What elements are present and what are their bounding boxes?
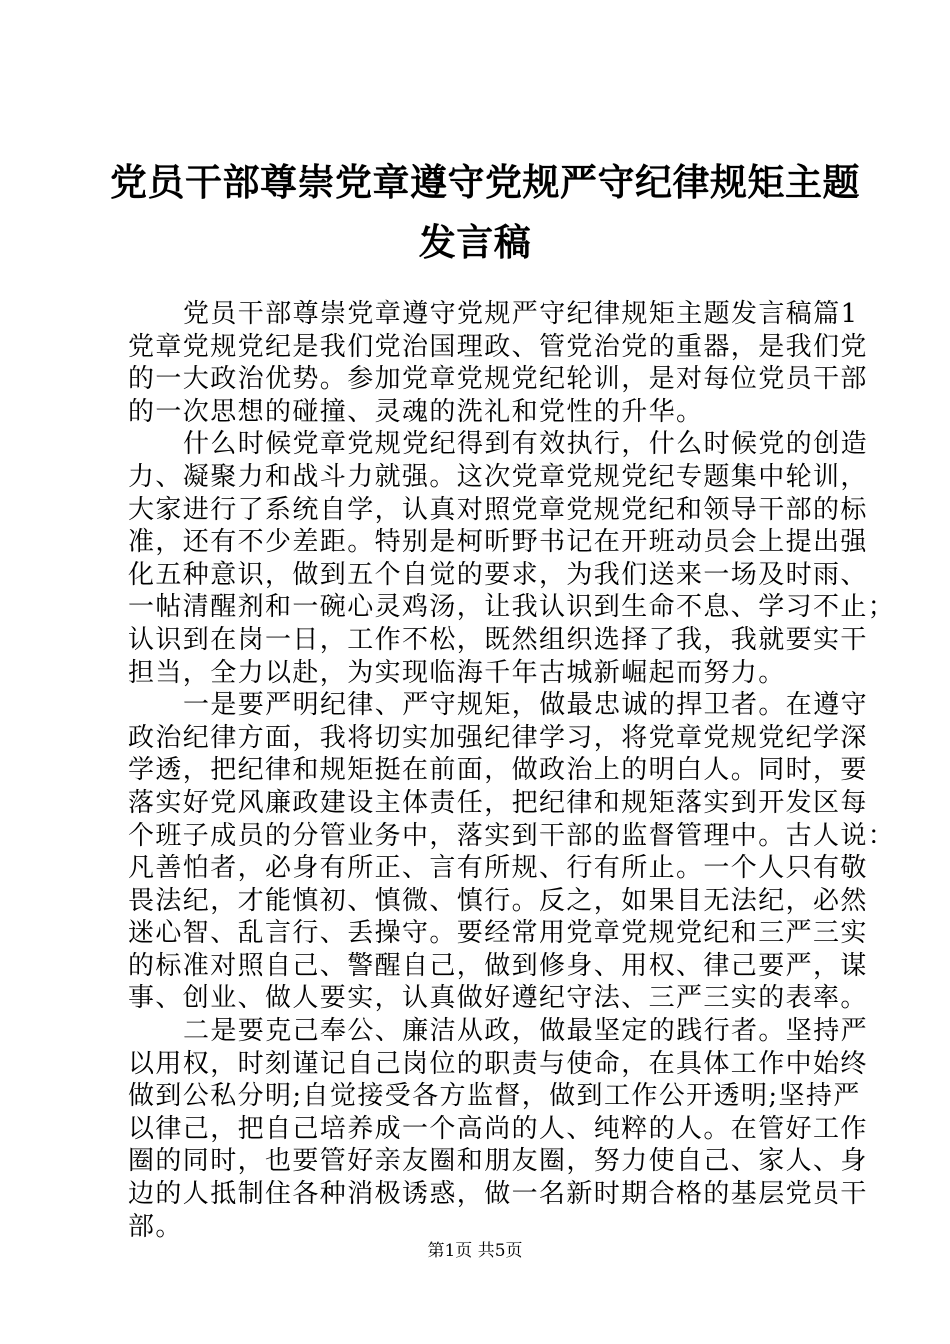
body-line: 的一次思想的碰撞、灵魂的洗礼和党性的升华。 <box>128 396 704 427</box>
body-line: 以律己，把自己培养成一个高尚的人、纯粹的人。在管好工作 <box>128 1113 868 1144</box>
body-line: 以用权，时刻谨记自己岗位的职责与使命，在具体工作中始终 <box>128 1048 868 1079</box>
body-line: 个班子成员的分管业务中，落实到干部的监督管理中。古人说： <box>128 820 896 851</box>
body-line: 部。 <box>128 1211 183 1242</box>
body-line: 迷心智、乱言行、丢操守。要经常用党章党规党纪和三严三实 <box>128 918 868 949</box>
document-title-line-2: 发言稿 <box>418 220 532 264</box>
body-line: 政治纪律方面，我将切实加强纪律学习，将党章党规党纪学深 <box>128 722 868 753</box>
body-line: 事、创业、做人要实，认真做好遵纪守法、三严三实的表率。 <box>128 983 868 1014</box>
body-line: 一帖清醒剂和一碗心灵鸡汤，让我认识到生命不息、学习不止； <box>128 592 896 623</box>
body-line: 大家进行了系统自学，认真对照党章党规党纪和领导干部的标 <box>128 494 868 525</box>
body-line: 什么时候党章党规党纪得到有效执行，什么时候党的创造 <box>183 429 869 460</box>
document-body <box>128 298 896 1243</box>
body-line: 落实好党风廉政建设主体责任，把纪律和规矩落实到开发区每 <box>128 787 868 818</box>
body-line: 的一大政治优势。参加党章党规党纪轮训，是对每位党员干部 <box>128 364 868 395</box>
body-line: 党章党规党纪是我们党治国理政、管党治党的重器，是我们党 <box>128 331 868 362</box>
body-line: 二是要克己奉公、廉洁从政，做最坚定的践行者。坚持严 <box>183 1016 869 1047</box>
body-line: 一是要严明纪律、严守规矩，做最忠诚的捍卫者。在遵守 <box>183 690 869 721</box>
body-line: 认识到在岗一日，工作不松，既然组织选择了我，我就要实干 <box>128 624 868 655</box>
body-line: 的标准对照自己、警醒自己，做到修身、用权、律己要严，谋 <box>128 950 868 981</box>
body-line: 学透，把纪律和规矩挺在前面，做政治上的明白人。同时，要 <box>128 755 868 786</box>
body-line: 化五种意识，做到五个自觉的要求，为我们送来一场及时雨、 <box>128 559 868 590</box>
body-line: 党员干部尊崇党章遵守党规严守纪律规矩主题发言稿篇1 <box>183 299 859 329</box>
body-line: 凡善怕者，必身有所正、言有所规、行有所止。一个人只有敬 <box>128 853 868 884</box>
body-line: 力、凝聚力和战斗力就强。这次党章党规党纪专题集中轮训， <box>128 461 868 492</box>
body-line: 准，还有不少差距。特别是柯昕野书记在开班动员会上提出强 <box>128 527 868 558</box>
body-line: 圈的同时，也要管好亲友圈和朋友圈，努力使自己、家人、身 <box>128 1146 868 1177</box>
body-line: 畏法纪，才能慎初、慎微、慎行。反之，如果目无法纪，必然 <box>128 885 868 916</box>
document-title-line-1: 党员干部尊崇党章遵守党规严守纪律规矩主题 <box>110 160 860 204</box>
body-line: 边的人抵制住各种消极诱惑，做一名新时期合格的基层党员干 <box>128 1179 868 1210</box>
body-line: 做到公私分明;自觉接受各方监督，做到工作公开透明;坚持严 <box>128 1081 861 1112</box>
page-number-footer: 第1页 共5页 <box>427 1241 523 1261</box>
body-line: 担当，全力以赴，为实现临海千年古城新崛起而努力。 <box>128 657 786 688</box>
